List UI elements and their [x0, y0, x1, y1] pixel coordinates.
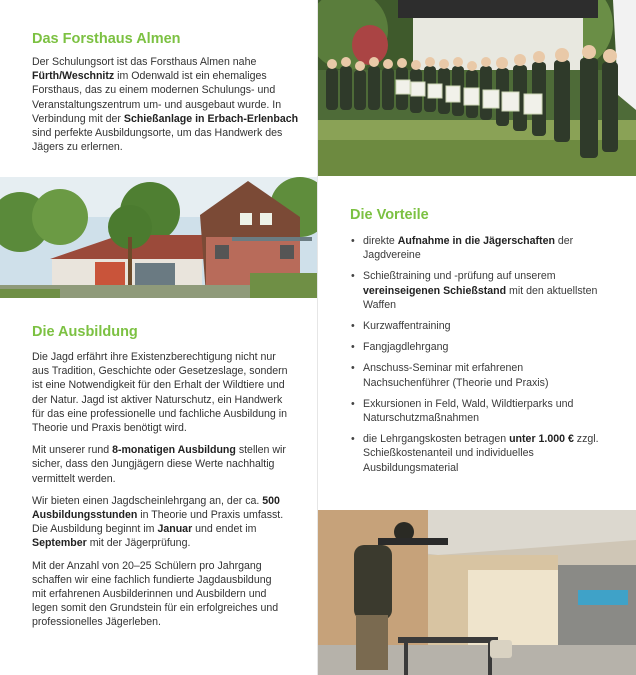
- forsthaus-title: Das Forsthaus Almen: [32, 31, 181, 47]
- vorteile-section: [350, 207, 612, 482]
- forsthaus-text-part: Der Schulungsort ist das Forsthaus Almen nahe: [32, 56, 257, 68]
- shooting-range-photo: [318, 510, 636, 675]
- group-photo: [318, 0, 636, 176]
- text-part: Schießtraining und -prüfung auf unserem: [363, 270, 556, 283]
- text-part: stellen wir sicher, dass den Jungjägern diese Werte nachhaltig vermittelt werden.: [32, 444, 286, 485]
- ausbildung-paragraph-2: [32, 443, 288, 486]
- list-item: [350, 432, 612, 475]
- ausbildung-paragraph-3: [32, 494, 288, 551]
- bold-text: vereinseigenen Schießstand: [363, 284, 507, 297]
- forsthaus-text-part: sind perfekte Ausbildungsorte, um das Handwerk des Jägers zu erlernen.: [32, 127, 283, 154]
- forsthaus-photo: [0, 177, 317, 298]
- text-part: Wir bieten einen Jagdscheinlehrgang an, der ca.: [32, 494, 263, 507]
- list-item: • Exkursionen in Feld, Wald, Wildtierparks und Naturschutzmaßnahmen: [350, 397, 612, 425]
- text-part: mit den aktuellsten Waffen: [363, 284, 598, 311]
- vorteile-title: Die Vorteile: [350, 207, 429, 223]
- text-part: in Theorie und Praxis umfasst. Die Ausbildung beginnt im: [32, 509, 284, 536]
- vorteile-list: [350, 234, 612, 475]
- end-month-bold: September: [32, 537, 87, 550]
- ausbildung-paragraph-4: Mit der Anzahl von 20–25 Schülern pro Jahrgang schaffen wir eine fachlich fundierte Jagdausbildung mit erfahrenen Ausbilderinnen und Ausbildern und legen somit den Grundstein für ein erfolgreiches und professionelles Jägerleben.: [32, 559, 279, 629]
- text-part: Mit unserer rund: [32, 444, 113, 457]
- forsthaus-text-part: im Odenwald ist ein ehemaliges Forsthaus, das zu einem modernen Schulungs- und Veranstaltungszentrum um- und ausgebaut wurde. In Verbindung mit der: [32, 70, 282, 125]
- text-part: die Lehrgangskosten betragen: [363, 433, 510, 446]
- list-item: [350, 269, 612, 312]
- ausbildung-section: [32, 324, 288, 638]
- list-item: • Fangjagdlehrgang: [350, 340, 612, 354]
- ausbildung-paragraph-1: Die Jagd erfährt ihre Existenzberechtigung nicht nur aus Tradition, Geschichte oder Gesetzeslage, sondern ist eine Notwendigkeit für den Erhalt der Wildtiere und der Natur. Jagd ist aktiver Naturschutz, ein Handwerk für das eine professionelle und fachliche Ausbildung in Theorie und Praxis benötigt wird.: [32, 351, 288, 435]
- hours-bold: 500 Ausbildungsstunden: [32, 494, 280, 522]
- text-part: und endet im: [192, 523, 257, 536]
- list-item: • Anschuss-Seminar mit erfahrenen Nachsuchenführer (Theorie und Praxis): [350, 361, 612, 389]
- text-part: mit der Jägerprüfung.: [86, 537, 191, 550]
- text-part: direkte: [363, 235, 398, 247]
- duration-bold: 8-monatigen Ausbildung: [112, 444, 236, 457]
- ausbildung-text: [32, 350, 288, 630]
- ausbildung-title: Die Ausbildung: [32, 324, 138, 340]
- list-item: • Kurzwaffentraining: [350, 319, 612, 333]
- forsthaus-range-bold: Schießanlage in Erbach-Erlenbach: [123, 112, 299, 125]
- forsthaus-text: [32, 55, 302, 154]
- forsthaus-section: [32, 31, 302, 154]
- price-bold: unter 1.000 €: [509, 433, 574, 446]
- bold-text: Aufnahme in die Jägerschaften: [397, 235, 555, 247]
- forsthaus-location-bold: Fürth/Weschnitz: [32, 70, 115, 83]
- text-part: zzgl. Schießkostenanteil und individuelles Ausbildungsmaterial: [363, 433, 599, 474]
- list-item: [350, 234, 612, 262]
- text-part: der Jagdvereine: [363, 235, 574, 262]
- start-month-bold: Januar: [157, 523, 193, 536]
